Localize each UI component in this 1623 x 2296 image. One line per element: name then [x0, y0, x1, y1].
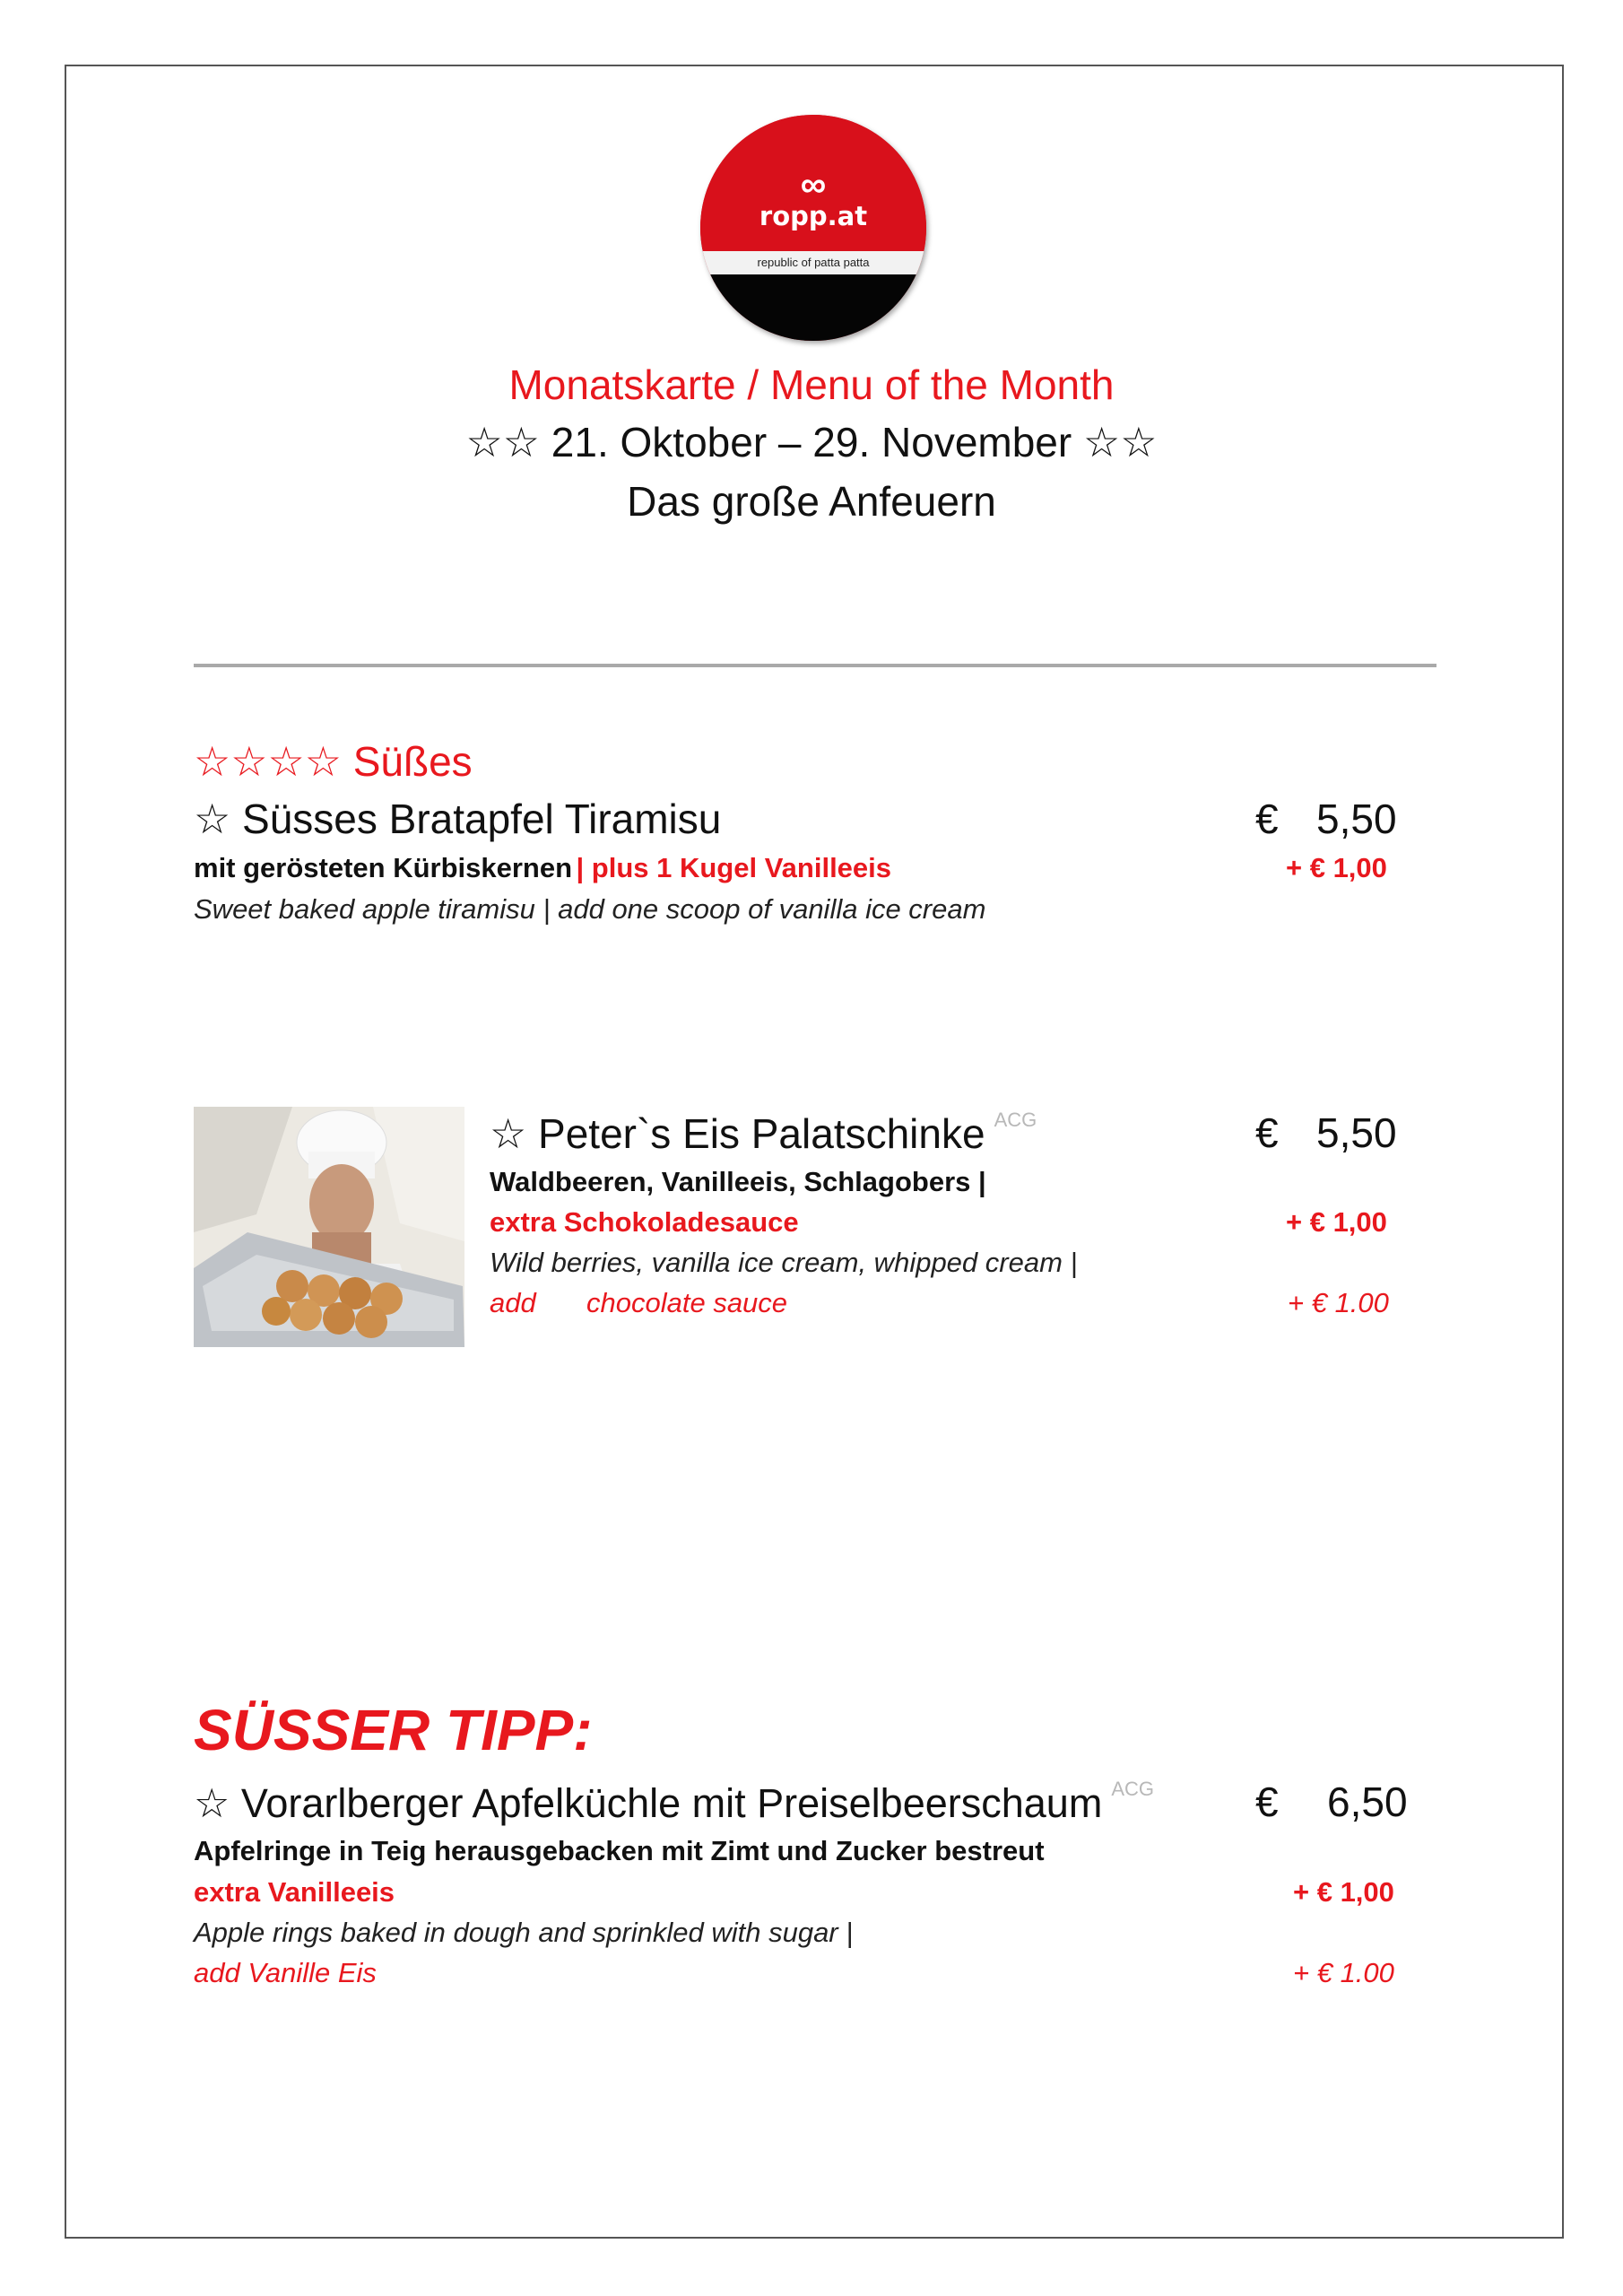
tipp-heading: SÜSSER TIPP: — [194, 1698, 593, 1762]
tipp-name: ☆ Vorarlberger Apfelküchle mit Preiselbeerschaum — [194, 1780, 1103, 1826]
dish2-name: ☆ Peter`s Eis Palatschinke — [490, 1110, 985, 1157]
tipp-extra-price: + € 1,00 — [1293, 1876, 1394, 1908]
dish1-price: 5,50 — [1316, 796, 1397, 842]
tipp-price: 6,50 — [1327, 1779, 1408, 1825]
dish2-description-de: Waldbeeren, Vanilleeis, Schlagobers | — [490, 1166, 986, 1197]
menu-dates: ☆☆ 21. Oktober – 29. November ☆☆ — [465, 419, 1158, 465]
dish2-price: 5,50 — [1316, 1109, 1397, 1156]
dish1-extra-price: + € 1,00 — [1286, 852, 1387, 883]
dish2-description-en: Wild berries, vanilla ice cream, whipped cream | — [490, 1247, 1078, 1278]
dish2-extra-en-price: + € 1.00 — [1288, 1287, 1389, 1318]
dish1-name: ☆ Süsses Bratapfel Tiramisu — [194, 796, 722, 842]
menu-theme: Das große Anfeuern — [627, 478, 996, 525]
dish1-description-de: mit gerösteten Kürbiskernen | plus 1 Kugel Vanilleeis — [194, 852, 892, 883]
dish2-extra-en-add: add — [490, 1287, 536, 1318]
tipp-extra-en: add Vanille Eis — [194, 1957, 377, 1988]
dish2-currency: € — [1255, 1109, 1279, 1156]
dish2-tag: ACG — [994, 1109, 1037, 1131]
tipp-description-en: Apple rings baked in dough and sprinkled with sugar | — [194, 1917, 854, 1948]
dish2-title — [490, 1109, 1037, 1158]
dish1-extra-de: | plus 1 Kugel Vanilleeis — [576, 852, 892, 883]
dish2-extra-en-sauce: chocolate sauce — [586, 1287, 788, 1318]
menu-title: Monatskarte / Menu of the Month — [508, 361, 1115, 408]
ropp-logo — [700, 115, 926, 341]
tipp-currency: € — [1255, 1779, 1279, 1825]
chef-photo — [194, 1107, 464, 1347]
infinity-icon: ∞ — [800, 165, 827, 204]
dish1-currency: € — [1255, 796, 1279, 842]
tipp-tag: ACG — [1111, 1778, 1155, 1800]
dish2-extra-de: extra Schokoladesauce — [490, 1206, 799, 1238]
tipp-title — [194, 1778, 1154, 1827]
tipp-extra-en-price: + € 1.00 — [1293, 1957, 1394, 1988]
divider — [194, 664, 1436, 667]
logo-tagline: republic of patta patta — [700, 251, 926, 274]
logo-name: ropp.at — [759, 201, 868, 231]
dish1-description-en: Sweet baked apple tiramisu | add one scoop of vanilla ice cream — [194, 893, 986, 925]
section-heading: ☆☆☆☆ Süßes — [194, 738, 473, 785]
dish2-extra-price: + € 1,00 — [1286, 1206, 1387, 1238]
tipp-extra-de: extra Vanilleeis — [194, 1876, 395, 1908]
tipp-description-de: Apfelringe in Teig herausgebacken mit Zimt und Zucker bestreut — [194, 1835, 1045, 1866]
